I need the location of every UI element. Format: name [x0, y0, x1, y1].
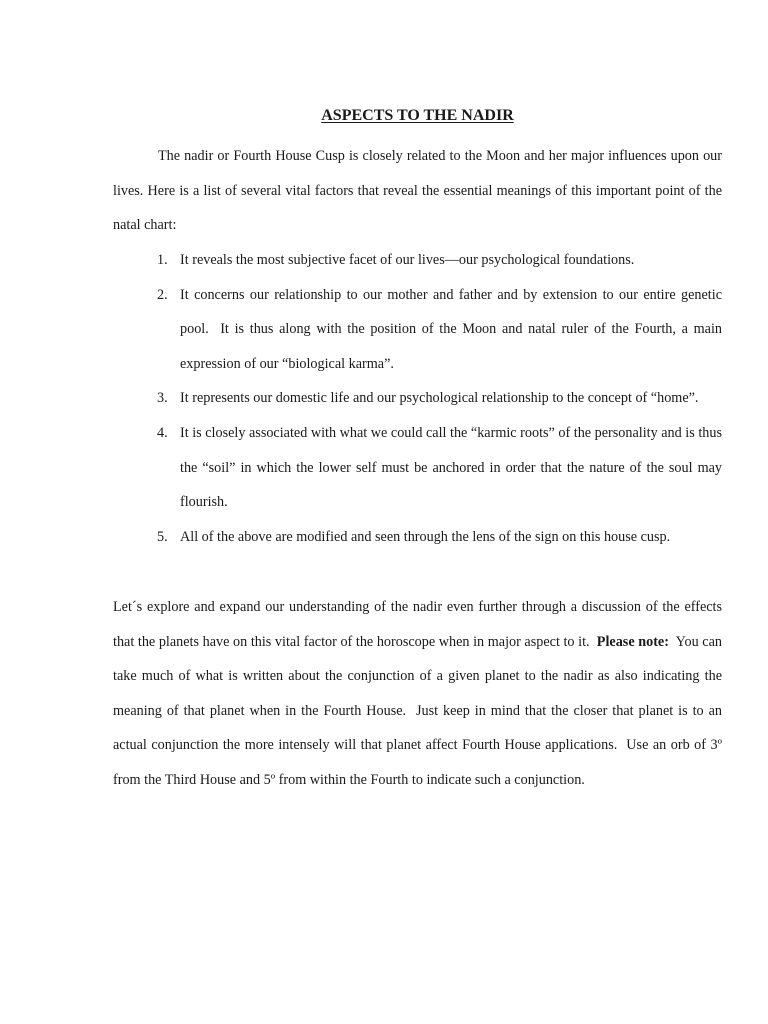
list-item: [113, 416, 722, 520]
please-note-label: Please note:: [596, 633, 669, 650]
list-item-text: It is closely associated with what we could call the “karmic roots” of the personality and is thus the “soil” in which the lower self must be anchored in order that the nature of the soul may flourish.: [180, 424, 722, 511]
list-item: [113, 243, 722, 278]
closing-text-part1: Let´s explore and expand our understanding of the nadir even further through a discussion of the effects that the planets have on this vital factor of the horoscope when in major aspect to it.: [113, 599, 722, 650]
list-item-number: 3.: [157, 390, 168, 407]
list-item-number: 5.: [157, 528, 168, 545]
list-item: [113, 381, 722, 416]
list-item: [113, 520, 722, 555]
closing-paragraph: [113, 590, 722, 798]
list-item-number: 1.: [157, 252, 168, 268]
list-item: [113, 278, 722, 382]
list-item-text: It concerns our relationship to our mother and father and by extension to our entire genetic pool. It is thus along with the position of the Moon and natal ruler of the Fourth, a main expression of our “biological karma”.: [180, 286, 722, 372]
list-item-text: All of the above are modified and seen through the lens of the sign on this house cusp.: [180, 528, 671, 545]
list-item-number: 4.: [157, 424, 168, 441]
list-item-text: It represents our domestic life and our psychological relationship to the concept of “home”.: [180, 390, 699, 407]
closing-text-part2: You can take much of what is written about the conjunction of a given planet to the nadir as also indicating the meaning of that planet when in the Fourth House. Just keep in mind that the closer that planet is to an actual conjunction the more intensely will that planet affect Fourth House applications. Use an orb of 3º from the Third House and 5º from within the Fourth to indicate such a conjunction.: [113, 633, 722, 788]
intro-paragraph: The nadir or Fourth House Cusp is closely related to the Moon and her major influences upon our lives. Here is a list of several vital factors that reveal the essential meanings of this important point of the natal chart:: [113, 148, 722, 234]
document-title: ASPECTS TO THE NADIR: [321, 107, 514, 124]
list-item-text: It reveals the most subjective facet of our lives—our psychological foundations.: [180, 252, 635, 268]
list-item-number: 2.: [157, 286, 168, 303]
numbered-list: [113, 243, 722, 554]
